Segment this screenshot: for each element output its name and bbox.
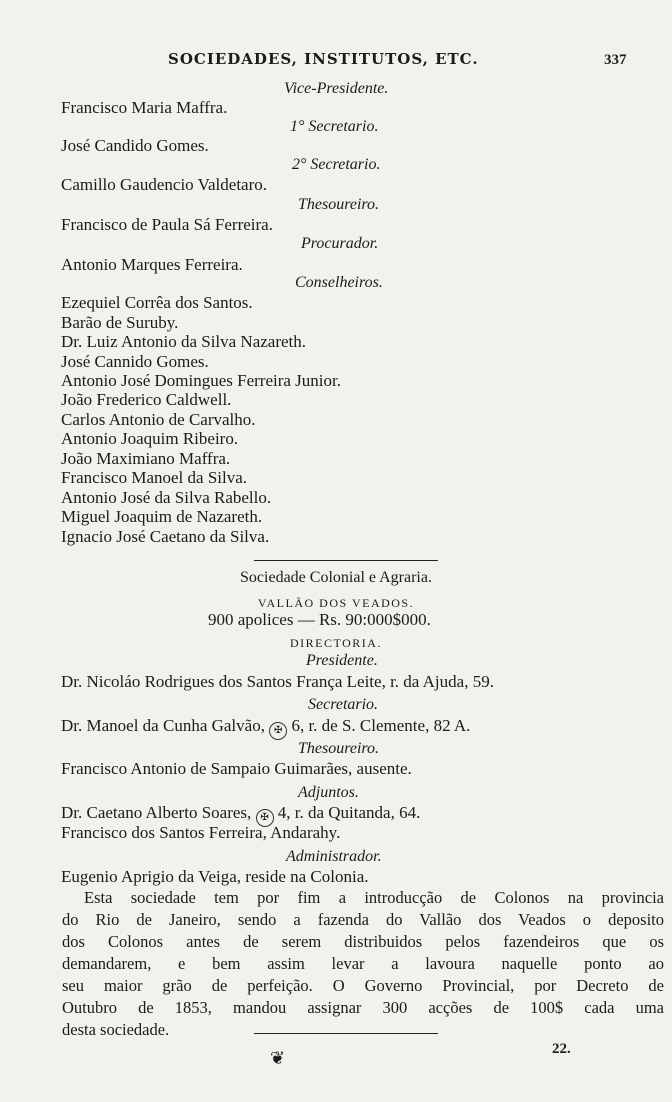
page-number: 337	[604, 52, 627, 68]
description-paragraph	[62, 887, 664, 1041]
running-header: SOCIEDADES, INSTITUTOS, ETC.	[168, 50, 479, 68]
secretario-label: Secretario.	[308, 696, 379, 713]
conselheiro-item: Ezequiel Corrêa dos Santos.	[61, 293, 253, 312]
paragraph-line: demandarem, e bem assim levar a lavoura naquelle ponto ao	[62, 954, 664, 973]
adjunto1-name: Dr. Caetano Alberto Soares,	[61, 803, 252, 822]
paragraph-line: desta sociedade.	[62, 1020, 170, 1039]
conselheiro-item: João Maximiano Maffra.	[61, 449, 231, 468]
paragraph-line: Outubro de 1853, mandou assignar 300 acções de 100$ cada uma	[62, 998, 664, 1017]
adjunto1-address: 4, r. da Quitanda, 64.	[277, 803, 421, 822]
ornament-icon: ❦	[270, 1048, 286, 1069]
thesoureiro-name: Francisco de Paula Sá Ferreira.	[61, 215, 273, 234]
thesoureiro2-label: Thesoureiro.	[298, 740, 380, 757]
directoria-label: DIRECTORIA.	[290, 636, 382, 650]
conselheiro-item: Antonio José da Silva Rabello.	[61, 488, 272, 507]
signature-mark: 22.	[552, 1041, 571, 1057]
secretario2-name: Camillo Gaudencio Valdetaro.	[61, 175, 267, 194]
society-title: Sociedade Colonial e Agraria.	[240, 569, 432, 586]
seal-icon: ✠	[256, 809, 274, 827]
thesoureiro2-line: Francisco Antonio de Sampaio Guimarães, ausente.	[61, 759, 412, 778]
paragraph-line: Esta sociedade tem por fim a introducção de Colonos na provincia	[84, 888, 664, 907]
adjunto2-line: Francisco dos Santos Ferreira, Andarahy.	[61, 823, 341, 842]
procurador-label: Procurador.	[301, 235, 379, 252]
conselheiro-item: Dr. Luiz Antonio da Silva Nazareth.	[61, 332, 307, 351]
section-divider	[254, 560, 438, 561]
section-divider	[254, 1033, 438, 1034]
conselheiro-item: Antonio Joaquim Ribeiro.	[61, 429, 239, 448]
secretario-line	[61, 716, 470, 740]
conselheiro-item: Antonio José Domingues Ferreira Junior.	[61, 371, 341, 390]
conselheiros-label: Conselheiros.	[295, 274, 383, 291]
vice-presidente-label: Vice-Presidente.	[284, 80, 389, 97]
paragraph-line: dos Colonos antes de serem distribuidos pelos fazendeiros que os	[62, 932, 664, 951]
conselheiro-item: Miguel Joaquim de Nazareth.	[61, 507, 263, 526]
paragraph-line: seu maior grão de perfeição. O Governo Provincial, por Decreto de	[62, 976, 664, 995]
vice-presidente-name: Francisco Maria Maffra.	[61, 98, 228, 117]
society-subtitle: VALLÃO DOS VEADOS.	[257, 596, 415, 610]
administrador-line: Eugenio Aprigio da Veiga, reside na Colonia.	[61, 867, 369, 886]
conselheiro-item: João Frederico Caldwell.	[61, 390, 232, 409]
apolices-line: 900 apolices — Rs. 90:000$000.	[208, 610, 431, 629]
seal-icon: ✠	[269, 722, 287, 740]
secretario-address: 6, r. de S. Clemente, 82 A.	[291, 716, 471, 735]
conselheiro-item: Ignacio José Caetano da Silva.	[61, 527, 270, 546]
thesoureiro-label: Thesoureiro.	[298, 196, 380, 213]
secretario1-label: 1° Secretario.	[290, 118, 379, 135]
adjuntos-label: Adjuntos.	[298, 784, 359, 801]
conselheiro-item: Francisco Manoel da Silva.	[61, 468, 248, 487]
secretario2-label: 2° Secretario.	[292, 156, 381, 173]
conselheiro-item: Barão de Suruby.	[61, 313, 179, 332]
presidente-label: Presidente.	[306, 652, 378, 669]
secretario-name: Dr. Manoel da Cunha Galvão,	[61, 716, 265, 735]
secretario1-name: José Candido Gomes.	[61, 136, 209, 155]
conselheiro-item: José Cannido Gomes.	[61, 352, 209, 371]
paragraph-line: do Rio de Janeiro, sendo a fazenda do Vallão dos Veados o deposito	[62, 910, 664, 929]
presidente-line: Dr. Nicoláo Rodrigues dos Santos França Leite, r. da Ajuda, 59.	[61, 672, 494, 691]
administrador-label: Administrador.	[286, 848, 382, 865]
procurador-name: Antonio Marques Ferreira.	[61, 255, 243, 274]
conselheiro-item: Carlos Antonio de Carvalho.	[61, 410, 256, 429]
